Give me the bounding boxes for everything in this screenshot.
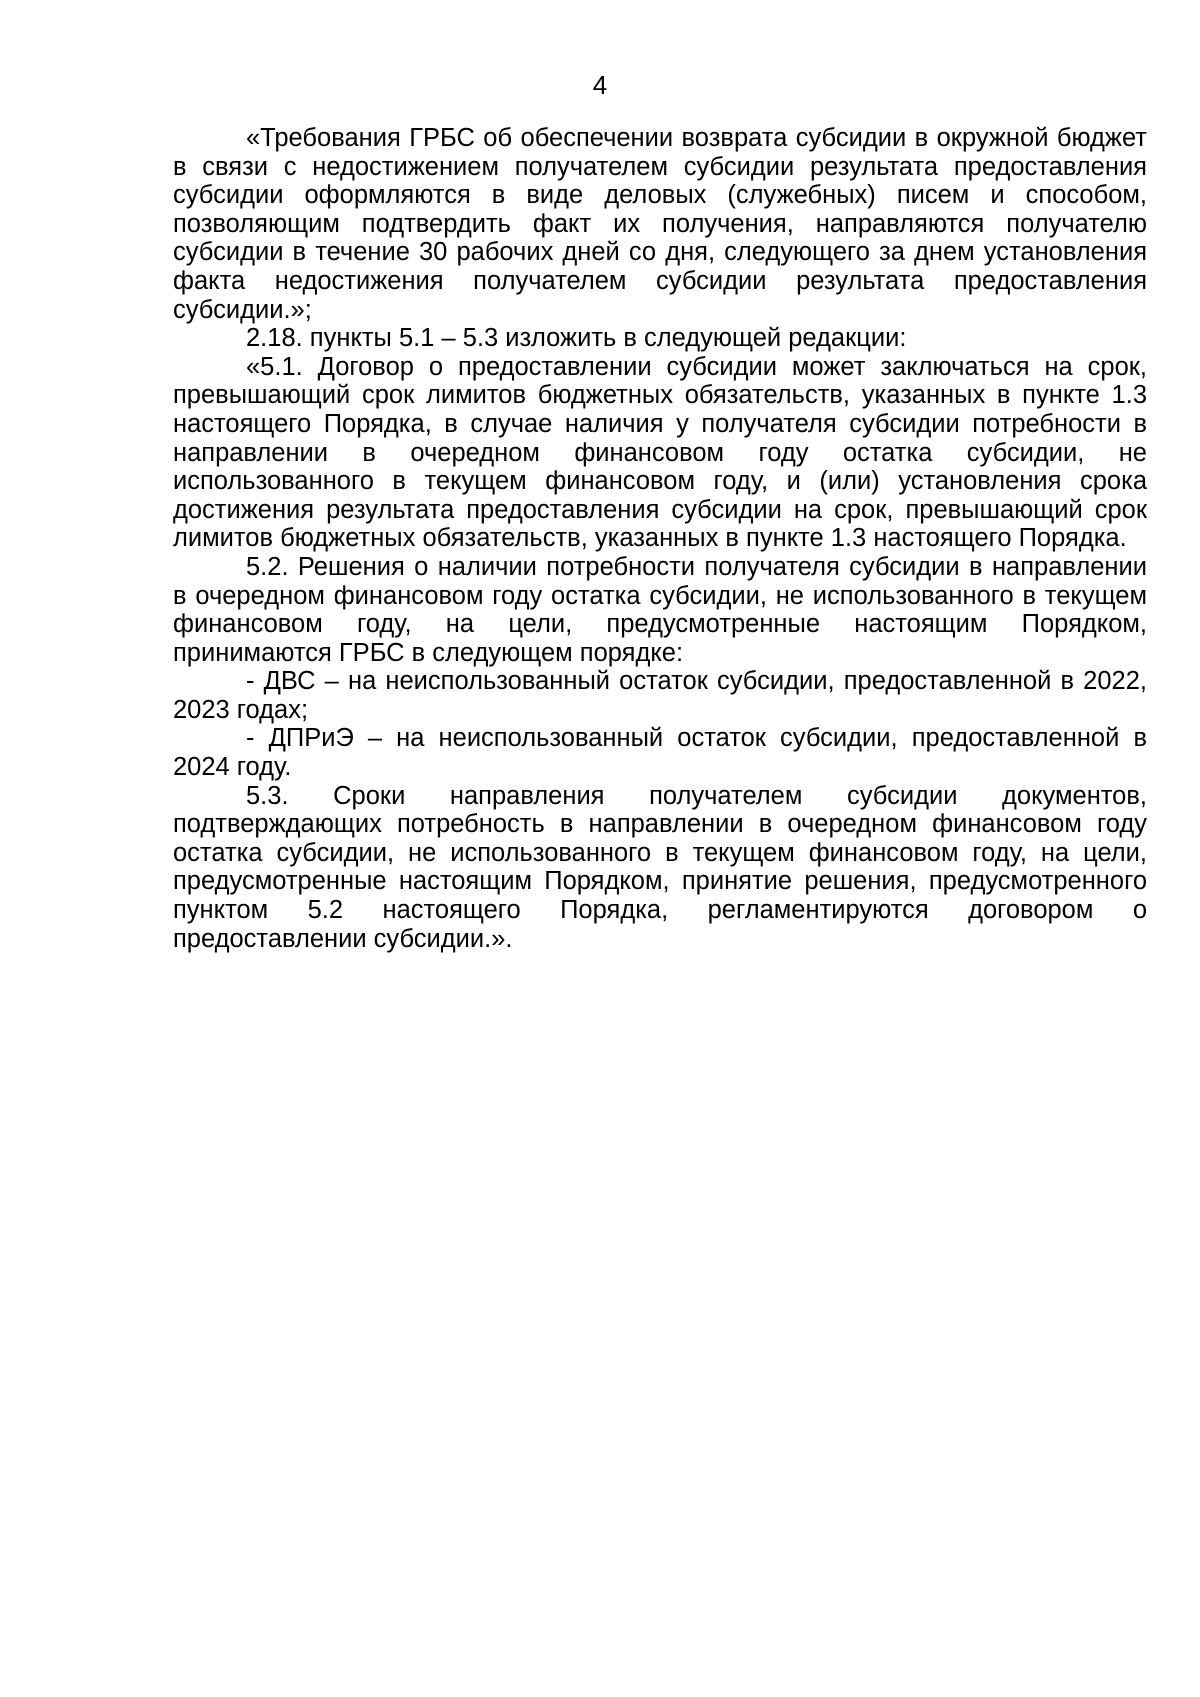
paragraph-item-5-2: 5.2. Решения о наличии потребности получателя субсидии в направлении в очередном финансовом году остатка субсидии, не использованного в текущем финансовом году, на цели, предусмотренные настоящим Порядком, принимаются ГРБС в следующем порядке: (173, 552, 1147, 667)
paragraph-item-5-1: «5.1. Договор о предоставлении субсидии может заключаться на срок, превышающий срок лимитов бюджетных обязательств, указанных в пункте 1.3 настоящего Порядка, в случае наличия у получателя субсидии потребности в направлении в очередном финансовом году остатка субсидии, не использованного в текущем финансовом году, и (или) установления срока достижения результата предоставления субсидии на срок, превышающий срок лимитов бюджетных обязательств, указанных в пункте 1.3 настоящего Порядка. (173, 352, 1147, 553)
list-item-dprie: - ДПРиЭ – на неиспользованный остаток субсидии, предоставленной в 2024 году. (173, 724, 1147, 782)
list-item-dvs: - ДВС – на неиспользованный остаток субсидии, предоставленной в 2022, 2023 годах; (173, 667, 1147, 724)
paragraph-item-5-3: 5.3. Сроки направления получателем субсидии документов, подтверждающих потребность в направлении в очередном финансовом году остатка субсидии, не использованного в текущем финансовом году, на цели, предусмотренные настоящим Порядком, принятие решения, предусмотренного пунктом 5.2 настоящего Порядка, регламентируются договором о предоставлении субсидии.». (173, 781, 1147, 953)
page-number: 4 (592, 70, 608, 100)
document-body (173, 124, 1147, 953)
paragraph-grbs-requirements: «Требования ГРБС об обеспечении возврата субсидии в окружной бюджет в связи с недостижением получателем субсидии результата предоставления субсидии оформляются в виде деловых (служебных) писем и способом, позволяющим подтвердить факт их получения, направляются получателю субсидии в течение 30 рабочих дней со дня, следующего за днем установления факта недостижения получателем субсидии результата предоставления субсидии.»; (173, 124, 1147, 324)
paragraph-item-2-18: 2.18. пункты 5.1 – 5.3 изложить в следующей редакции: (246, 324, 907, 353)
